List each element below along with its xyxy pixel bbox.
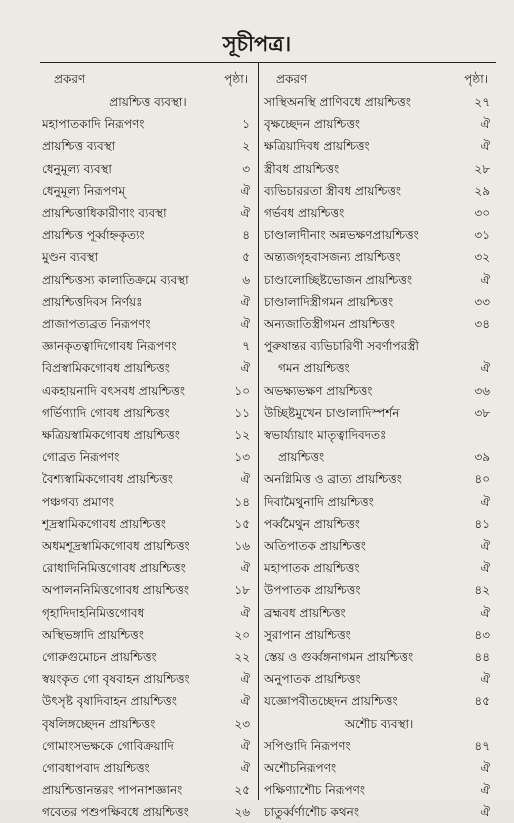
entry-page-number: ঐ (240, 761, 250, 775)
contents-entry (42, 468, 254, 490)
contents-entry (42, 113, 254, 135)
contents-entry (42, 424, 254, 446)
contents-entry (42, 246, 254, 268)
section-heading (42, 91, 254, 113)
entry-page-number: ৩১ (474, 228, 490, 243)
contents-entry (42, 646, 254, 668)
entry-title: প্রায়শ্চিত্ত পূর্ব্বাহ্নকৃত্যং (42, 228, 145, 243)
entry-page-number: ঐ (480, 805, 490, 820)
entry-page-number: ঐ (240, 294, 250, 309)
entry-title: চাণ্ডালোচ্ছিষ্টভোজন প্রায়শ্চিত্তং (264, 272, 413, 287)
entry-title: গমন প্রায়শ্চিত্তং (278, 361, 350, 376)
entry-title: দিবামৈথুনাদি প্রায়শ্চিত্তং (264, 494, 374, 509)
entry-page-number: ঐ (240, 561, 250, 576)
entry-title: ব্যভিচাররতা স্ত্রীবধ প্রায়শ্চিত্তং (264, 183, 402, 198)
entry-page-number: ৩২ (474, 250, 490, 265)
entry-title: গোরুগুমোচন প্রায়শ্চিত্তং (42, 650, 157, 664)
entry-title: পর্ব্বমৈথুন প্রায়শ্চিত্তং (264, 516, 360, 531)
entry-title: প্রায়শ্চিত্তানন্তরং পাপনাশজ্ঞানং (42, 783, 183, 798)
entry-page-number: ২৬ (234, 805, 250, 820)
entry-title: অন্ত্যজগৃহবাসজন্য প্রায়শ্চিত্তং (264, 250, 401, 265)
contents-table (40, 62, 496, 820)
contents-entry (42, 135, 254, 157)
entry-title: প্রায়শ্চিত্ত ব্যবস্থা। (109, 95, 187, 109)
entry-title: রোধাদিনিমিত্তগোবধ প্রায়শ্চিত্তং (42, 561, 186, 576)
contents-entry (264, 91, 494, 113)
entry-title: গোবধাপবাদ প্রায়শ্চিত্তং (42, 761, 150, 775)
entry-title: পক্ষিণ্যাশৌচ নিরূপণং (264, 783, 366, 798)
entry-title: অপালননিমিত্তগোবধ প্রায়শ্চিত্তং (42, 583, 189, 598)
entry-title: গর্ভবধ প্রায়শ্চিত্তং (264, 206, 345, 220)
entry-title: গবেতর পশুপক্ষিবধে প্রায়শ্চিত্তং (42, 805, 189, 820)
entry-title: অধমশূদ্রস্বামিকগোবধ প্রায়শ্চিত্তং (42, 539, 190, 553)
entry-page-number: ঐ (480, 783, 490, 798)
contents-entry (264, 135, 494, 157)
entry-page-number: ঐ (480, 272, 490, 287)
contents-entry (264, 158, 494, 180)
entry-page-number: ঐ (480, 672, 490, 687)
contents-entry (264, 313, 494, 335)
contents-entry (264, 180, 494, 202)
contents-entry (42, 224, 254, 246)
entry-title: ক্ষত্রিয়স্বামিকগোবধ প্রায়শ্চিত্তং (42, 428, 180, 442)
entry-title: ধেনুমূল্য ব্যবস্থা (42, 161, 112, 176)
entry-page-number: ৪৫ (474, 694, 490, 709)
entry-page-number: ঐ (240, 694, 250, 709)
entry-page-number: ৪৪ (474, 650, 490, 664)
entry-title: উৎসৃষ্ট বৃষাদিবাহন প্রায়শ্চিত্তং (42, 694, 177, 709)
left-column (42, 63, 254, 820)
contents-entry (42, 291, 254, 313)
entry-title: অশৌচনিরূপণং (264, 761, 337, 775)
entry-page-number: ২২ (234, 650, 250, 664)
entry-page-number: ১ (242, 117, 250, 132)
entry-title: বৃষলিঙ্গচ্ছেদন প্রায়শ্চিত্তং (42, 716, 156, 731)
entry-title: অভক্ষ্যভক্ষণ প্রায়শ্চিত্তং (264, 383, 373, 398)
contents-entry (42, 713, 254, 735)
entry-page-number: ২৯ (474, 183, 490, 198)
entry-page-number: ২ (242, 139, 250, 154)
entry-title: গোমাংসভক্ষকে গোবিক্রয়াদি (42, 738, 174, 753)
contents-entry (264, 624, 494, 646)
entry-title: পঞ্চগব্য প্রমাণং (42, 494, 114, 509)
contents-entry (42, 513, 254, 535)
entry-page-number: ঐ (480, 494, 490, 509)
entry-title: প্রায়শ্চিত্তস্য কালাতিক্রমে ব্যবস্থা (42, 272, 189, 287)
right-column-header (264, 71, 494, 91)
contents-entry (264, 491, 494, 513)
contents-entry (42, 557, 254, 579)
contents-entry (264, 690, 494, 712)
entry-title: যজ্ঞোপবীতচ্ছেদন প্রায়শ্চিত্তং (264, 694, 398, 709)
entry-title: সুরাপান প্রায়শ্চিত্তং (264, 627, 351, 642)
contents-entry (264, 557, 494, 579)
contents-entry (264, 779, 494, 801)
entry-page-number: ৪১ (474, 516, 490, 531)
entry-title: অন্যজাতিস্ত্রীগমন প্রায়শ্চিত্তং (264, 317, 396, 331)
contents-entry (264, 513, 494, 535)
entry-page-number: ১৫ (234, 516, 250, 531)
entry-page-number: ঐ (480, 361, 490, 376)
contents-entry (264, 801, 494, 823)
contents-entry (42, 690, 254, 712)
contents-entry (42, 180, 254, 202)
contents-entry (42, 313, 254, 335)
left-column-header (42, 71, 254, 91)
entry-title: সপিণ্ডাদি নিরূপণং (264, 738, 351, 753)
entry-title: বৃক্ষচ্ছেদন প্রায়শ্চিত্তং (264, 117, 361, 132)
entry-page-number: ১৩ (234, 450, 250, 465)
topic-header: প্রকরণ (276, 72, 308, 86)
entry-title: অনুপাতক প্রায়শ্চিত্তং (264, 672, 361, 687)
entry-page-number: ৩৬ (474, 383, 490, 398)
entry-title: চাতুর্ব্বর্ণাশৌচ কথনং (264, 805, 360, 820)
entry-page-number: ১১ (234, 405, 250, 420)
entry-page-number: ঐ (240, 738, 250, 753)
entry-title: ক্ষত্রিয়াদিবধ প্রায়শ্চিত্তং (264, 139, 370, 154)
contents-entry (42, 335, 254, 357)
entry-title: উপপাতক প্রায়শ্চিত্তং (264, 583, 361, 598)
entry-title: মহাপাতকাদি নিরূপণং (42, 117, 145, 132)
contents-entry (264, 646, 494, 668)
entry-title: ধেনুমূল্য নিরূপণম্ (42, 183, 126, 198)
entry-page-number: ঐ (240, 183, 250, 198)
contents-entry (42, 757, 254, 779)
entry-title: স্ত্রীবধ প্রায়শ্চিত্তং (264, 161, 340, 176)
contents-entry (264, 202, 494, 224)
contents-entry (42, 202, 254, 224)
contents-entry (42, 801, 254, 823)
contents-entry (42, 380, 254, 402)
entry-page-number: ১৮ (234, 583, 250, 598)
page-header: পৃষ্ঠা। (224, 72, 248, 86)
contents-entry (264, 246, 494, 268)
contents-entry (42, 579, 254, 601)
entry-title: প্রাজাপত্যব্রত নিরূপণং (42, 317, 151, 331)
contents-entry (264, 668, 494, 690)
column-divider (258, 63, 259, 800)
contents-entry (264, 535, 494, 557)
entry-page-number: ঐ (480, 761, 490, 775)
entry-page-number: ৪৭ (474, 738, 490, 753)
section-heading (264, 713, 494, 735)
entry-title: প্রায়শ্চিত্তদিবস নির্ণয়ঃ (42, 294, 143, 309)
page-header: পৃষ্ঠা। (464, 72, 488, 86)
entry-page-number: ২৮ (474, 161, 490, 176)
contents-entry (42, 491, 254, 513)
entry-title: মহাপাতক প্রায়শ্চিত্তং (264, 561, 360, 576)
entry-page-number: ৪৩ (474, 627, 490, 642)
contents-entry (42, 402, 254, 424)
entry-page-number: ঐ (240, 206, 250, 220)
entry-page-number: ঐ (480, 139, 490, 154)
entry-page-number: ৭ (242, 339, 250, 354)
entry-page-number: ২০ (234, 627, 250, 642)
contents-entry (42, 535, 254, 557)
entry-page-number: ঐ (240, 605, 250, 620)
contents-entry (264, 291, 494, 313)
entry-page-number: ৪০ (474, 472, 490, 487)
entry-title: মুণ্ডন ব্যবস্থা (42, 250, 99, 265)
entry-page-number: ঐ (480, 117, 490, 132)
entry-title: গোব্রত নিরূপণং (42, 450, 120, 465)
entry-title: গৃহাদিদাহনিমিত্তগোবধ (42, 605, 145, 620)
entry-page-number: ১৬ (234, 539, 250, 553)
entry-title: জ্ঞানকৃতত্বাদিগোবধ নিরূপণং (42, 339, 177, 354)
entry-title: একহায়নাদি বৎসবধ প্রায়শ্চিত্তং (42, 383, 186, 398)
contents-entry (42, 779, 254, 801)
entry-title: অস্থিভঙ্গাদি প্রায়শ্চিত্তং (42, 627, 144, 642)
entry-page-number: ১৪ (234, 494, 250, 509)
contents-entry (264, 579, 494, 601)
contents-entry (264, 269, 494, 291)
contents-entry (42, 735, 254, 757)
entry-page-number: ২৩ (234, 716, 250, 731)
entry-page-number: ১২ (234, 428, 250, 442)
topic-header: প্রকরণ (54, 72, 86, 86)
entry-page-number: ৩৪ (474, 317, 490, 331)
entry-page-number: ৬ (242, 272, 250, 287)
contents-entry (264, 113, 494, 135)
contents-entry (264, 468, 494, 490)
entry-title: চাণ্ডালাদীনাং অন্নভক্ষণপ্রায়শ্চিত্তং (264, 228, 419, 243)
entry-title: উচ্ছিষ্টমুখেন চাণ্ডালাদিস্পর্শন (264, 405, 400, 420)
contents-entry (264, 757, 494, 779)
entry-page-number: ৩৩ (474, 294, 490, 309)
entry-title: বিপ্রস্বামিকগোবধ প্রায়শ্চিত্তং (42, 361, 170, 376)
entry-page-number: ঐ (480, 539, 490, 553)
entry-page-number: ১০ (234, 383, 250, 398)
contents-entry (264, 224, 494, 246)
contents-entry (42, 624, 254, 646)
entry-page-number: ৩৯ (474, 450, 490, 465)
entry-page-number: ৩ (242, 161, 250, 176)
entry-page-number: ঐ (480, 561, 490, 576)
entry-title: স্তেয় ও গুর্ব্বঙ্গনাগমন প্রায়শ্চিত্তং (264, 650, 414, 664)
contents-entry (264, 602, 494, 624)
entry-title: চাণ্ডালাদিস্ত্রীগমন প্রায়শ্চিত্তং (264, 294, 394, 309)
entry-title: প্রায়শ্চিত্তং (278, 450, 325, 465)
entry-title: প্রায়শ্চিত্তাধিকারীণাং ব্যবস্থা (42, 206, 167, 220)
entry-page-number: ঐ (240, 472, 250, 487)
entry-page-number: ৩০ (474, 206, 490, 220)
entry-title: সাস্থিঅনস্থি প্রাণিবধে প্রায়শ্চিত্তং (264, 95, 411, 109)
entry-title: বৈশ্যস্বামিকগোবধ প্রায়শ্চিত্তং (42, 472, 173, 487)
entry-page-number: ২৭ (474, 95, 490, 109)
entry-page-number: ৩৮ (474, 405, 490, 420)
entry-page-number: ঐ (240, 317, 250, 331)
contents-entry (42, 446, 254, 468)
contents-entry (42, 668, 254, 690)
contents-entry (264, 357, 494, 379)
entry-page-number: ঐ (240, 361, 250, 376)
right-column (264, 63, 494, 820)
contents-entry (264, 380, 494, 402)
page-title: সূচীপত্র। (222, 32, 292, 56)
entry-title: অতিপাতক প্রায়শ্চিত্তং (264, 539, 366, 553)
entry-page-number: ঐ (480, 605, 490, 620)
entry-title: স্বয়ংকৃত গো বৃষবাহন প্রায়শ্চিত্তং (42, 672, 190, 687)
entry-title: স্বভার্য্যায়াং মাতৃত্বাদিবদতঃ (264, 428, 387, 442)
contents-entry (42, 158, 254, 180)
contents-entry (264, 402, 494, 424)
contents-entry (264, 446, 494, 468)
entry-title: প্রায়শ্চিত্ত ব্যবস্থা (42, 139, 116, 154)
contents-entry (264, 424, 494, 446)
entry-page-number: ৪২ (474, 583, 490, 598)
entry-title: পুরুষান্তর ব্যভিচারিণী সবর্ণাপরস্ত্রী (264, 339, 419, 354)
entry-title: গর্ভিণ্যাদি গোবধ প্রায়শ্চিত্তং (42, 405, 170, 420)
entry-title: ব্রহ্মবধ প্রায়শ্চিত্তং (264, 605, 346, 620)
entry-title: অশৌচ ব্যবস্থা। (344, 716, 414, 731)
contents-entry (42, 269, 254, 291)
entry-page-number: ৪ (242, 228, 250, 243)
contents-entry (264, 735, 494, 757)
contents-entry (264, 335, 494, 357)
entry-page-number: ২৫ (234, 783, 250, 798)
entry-page-number: ঐ (240, 672, 250, 687)
entry-title: অনগ্নিমিত্ত ও ব্রাত্য প্রায়শ্চিত্তং (264, 472, 402, 487)
contents-entry (42, 357, 254, 379)
entry-title: শূদ্রস্বামিকগোবধ প্রায়শ্চিত্তং (42, 516, 166, 531)
contents-entry (42, 602, 254, 624)
entry-page-number: ৫ (242, 250, 250, 265)
